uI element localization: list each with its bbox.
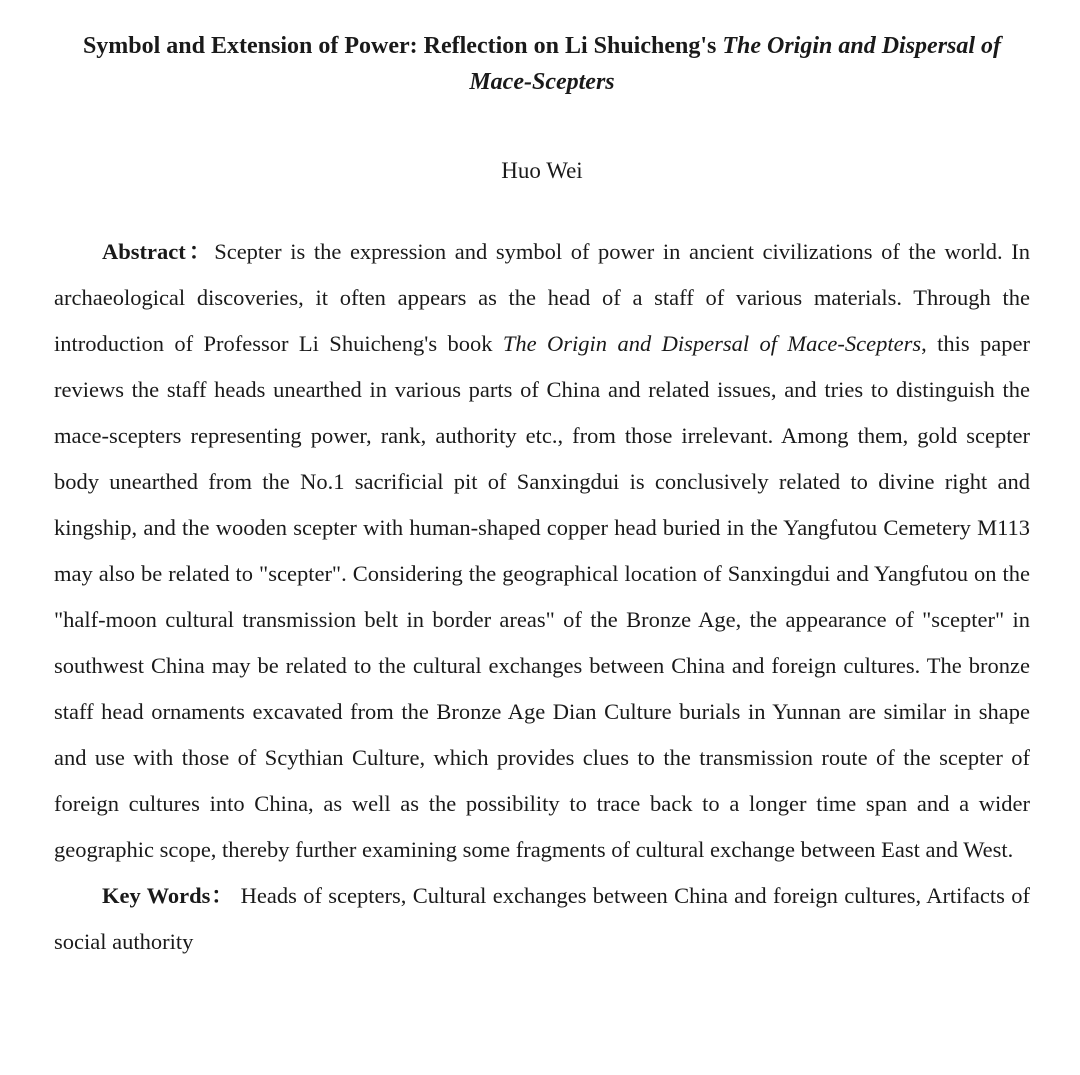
abstract-paragraph bbox=[54, 229, 1030, 873]
paper-title bbox=[54, 28, 1030, 100]
abstract-text-part2: , this paper reviews the staff heads unearthed in various parts of China and related issues, and tries to distinguish the mace-scepters representing power, rank, authority etc., from those irrelevant. Among them, gold scepter body unearthed from the No.1 sacrificial pit of Sanxingdui is conclusively related to divine right and kingship, and the wooden scepter with human-shaped copper head buried in the Yangfutou Cemetery M113 may also be related to "scepter". Considering the geographical location of Sanxingdui and Yangfutou on the "half-moon cultural transmission belt in border areas" of the Bronze Age, the appearance of "scepter" in southwest China may be related to the cultural exchanges between China and foreign cultures. The bronze staff head ornaments excavated from the Bronze Age Dian Culture burials in Yunnan are similar in shape and use with those of Scythian Culture, which provides clues to the transmission route of the scepter of foreign cultures into China, as well as the possibility to trace back to a longer time span and a wider geographic scope, thereby further examining some fragments of cultural exchange between East and West. bbox=[54, 331, 1030, 862]
abstract-book-title: The Origin and Dispersal of Mace-Scepters bbox=[502, 331, 922, 356]
abstract-label: Abstract： bbox=[102, 239, 215, 264]
abstract-text-part1: Scepter is the expression and symbol of power in ancient civilizations of the world. In archaeological discoveries, it often appears as the head of a staff of various materials. Through the introduction of Professor Li Shuicheng's book bbox=[54, 239, 1031, 356]
keywords-label: Key Words： bbox=[102, 883, 235, 908]
author-name: Huo Wei bbox=[501, 158, 583, 183]
keywords-text: Heads of scepters, Cultural exchanges between China and foreign cultures, Artifacts of social authority bbox=[54, 883, 1030, 954]
title-book-title: The Origin and Dispersal of Mace-Scepters bbox=[469, 33, 1002, 95]
keywords-paragraph bbox=[54, 873, 1030, 965]
paper-page bbox=[54, 28, 1030, 965]
title-text: Symbol and Extension of Power: Reflection on Li Shuicheng's bbox=[82, 33, 723, 59]
